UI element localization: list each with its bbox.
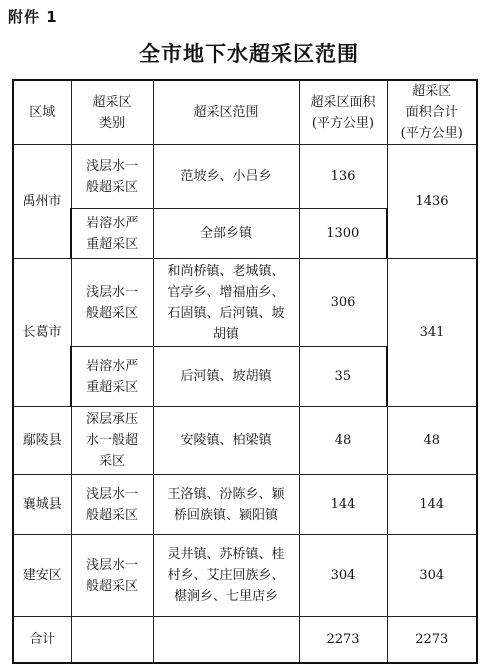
scope-cell — [153, 535, 299, 617]
header-row — [13, 80, 477, 145]
header-area-total-line1: 超采区 — [412, 84, 452, 99]
category-cell — [71, 535, 153, 617]
category-cell — [71, 475, 153, 535]
sum-label-cell: 合计 — [13, 617, 71, 663]
scope-line: 王洛镇、汾陈乡、颖 — [167, 486, 285, 502]
header-area-line2: (平方公里) — [311, 115, 375, 131]
area-cell: 48 — [299, 407, 387, 475]
header-area-total-line3: (平方公里) — [400, 126, 463, 141]
category-line: 般超采区 — [85, 507, 138, 523]
area-cell: 306 — [299, 259, 387, 347]
empty-cell — [71, 617, 153, 663]
groundwater-overexploitation-table — [12, 79, 478, 664]
scope-line: 灵井镇、苏桥镇、桂 — [167, 547, 285, 562]
scope-cell — [153, 259, 299, 347]
region-cell-yanling: 鄢陵县 — [13, 407, 71, 475]
header-area-total — [387, 80, 477, 145]
area-cell: 136 — [299, 145, 387, 209]
category-cell — [71, 407, 153, 475]
scope-line: 胡镇 — [212, 326, 239, 342]
category-line: 水一般超 — [85, 433, 138, 448]
category-line: 浅层水一 — [85, 158, 138, 174]
header-category — [71, 80, 153, 145]
scope-cell — [153, 209, 299, 259]
category-cell — [71, 347, 153, 407]
area-total-cell-xiangcheng: 144 — [387, 475, 477, 535]
sum-area-total-cell: 2273 — [387, 617, 477, 663]
scope-line: 椹涧乡、七里店乡 — [173, 589, 278, 604]
scope-line: 后河镇、坡胡镇 — [180, 369, 272, 384]
category-line: 般超采区 — [85, 305, 138, 321]
category-line: 浅层水一 — [85, 486, 138, 502]
category-cell — [71, 259, 153, 347]
table-row — [13, 259, 477, 347]
category-line: 重超采区 — [86, 236, 139, 252]
empty-cell — [153, 617, 299, 663]
scope-line: 范坡乡、小吕乡 — [180, 169, 272, 184]
header-region: 区域 — [13, 80, 71, 145]
table-row — [13, 535, 477, 617]
scope-line: 和尚桥镇、老城镇、 — [167, 263, 285, 279]
table-row-total — [13, 617, 477, 663]
category-line: 般超采区 — [85, 578, 138, 594]
category-cell — [71, 209, 153, 259]
scope-cell — [153, 145, 299, 209]
header-area — [299, 80, 387, 145]
area-cell: 35 — [299, 347, 387, 407]
table-row — [13, 407, 477, 475]
document-title: 全市地下水超采区范围 — [139, 41, 359, 66]
area-cell: 304 — [299, 535, 387, 617]
header-scope: 超采区范围 — [153, 80, 299, 145]
scope-line: 安陵镇、柏梁镇 — [180, 433, 272, 448]
area-total-cell-yuzhou: 1436 — [387, 145, 477, 259]
category-cell — [71, 145, 153, 209]
area-cell: 144 — [299, 475, 387, 535]
region-cell-yuzhou: 禹州市 — [13, 145, 71, 259]
table-row — [13, 475, 477, 535]
area-total-cell-yanling: 48 — [387, 407, 477, 475]
header-category-line2: 类别 — [98, 115, 125, 131]
scope-cell — [153, 475, 299, 535]
category-line: 岩溶水严 — [86, 215, 139, 231]
area-total-cell-changge: 341 — [387, 259, 477, 407]
region-cell-changge: 长葛市 — [13, 259, 71, 407]
category-line: 采区 — [98, 454, 125, 469]
scope-cell — [153, 407, 299, 475]
region-cell-jianan: 建安区 — [13, 535, 71, 617]
scope-line: 村乡、艾庄回族乡、 — [167, 568, 285, 583]
scope-line: 官亭乡、增福庙乡、 — [167, 284, 285, 300]
region-cell-xiangcheng: 襄城县 — [13, 475, 71, 535]
category-line: 浅层水一 — [85, 557, 138, 573]
scope-line: 桥回族镇、颍阳镇 — [173, 507, 278, 523]
category-line: 浅层水一 — [85, 284, 138, 300]
header-category-line1: 超采区 — [92, 94, 132, 110]
category-line: 岩溶水严 — [86, 358, 139, 374]
sum-area-cell: 2273 — [299, 617, 387, 663]
area-cell: 1300 — [299, 209, 387, 259]
category-line: 般超采区 — [85, 179, 138, 195]
header-area-line1: 超采区面积 — [310, 94, 376, 110]
table-row — [13, 145, 477, 209]
scope-line: 全部乡镇 — [199, 226, 252, 241]
attachment-label: 附件 1 — [8, 8, 58, 26]
category-line: 重超采区 — [86, 379, 139, 395]
category-line: 深层承压 — [85, 412, 138, 427]
scope-cell — [153, 347, 299, 407]
scope-line: 石固镇、后河镇、坡 — [167, 305, 285, 321]
header-area-total-line2: 面积合计 — [405, 105, 458, 120]
area-total-cell-jianan: 304 — [387, 535, 477, 617]
